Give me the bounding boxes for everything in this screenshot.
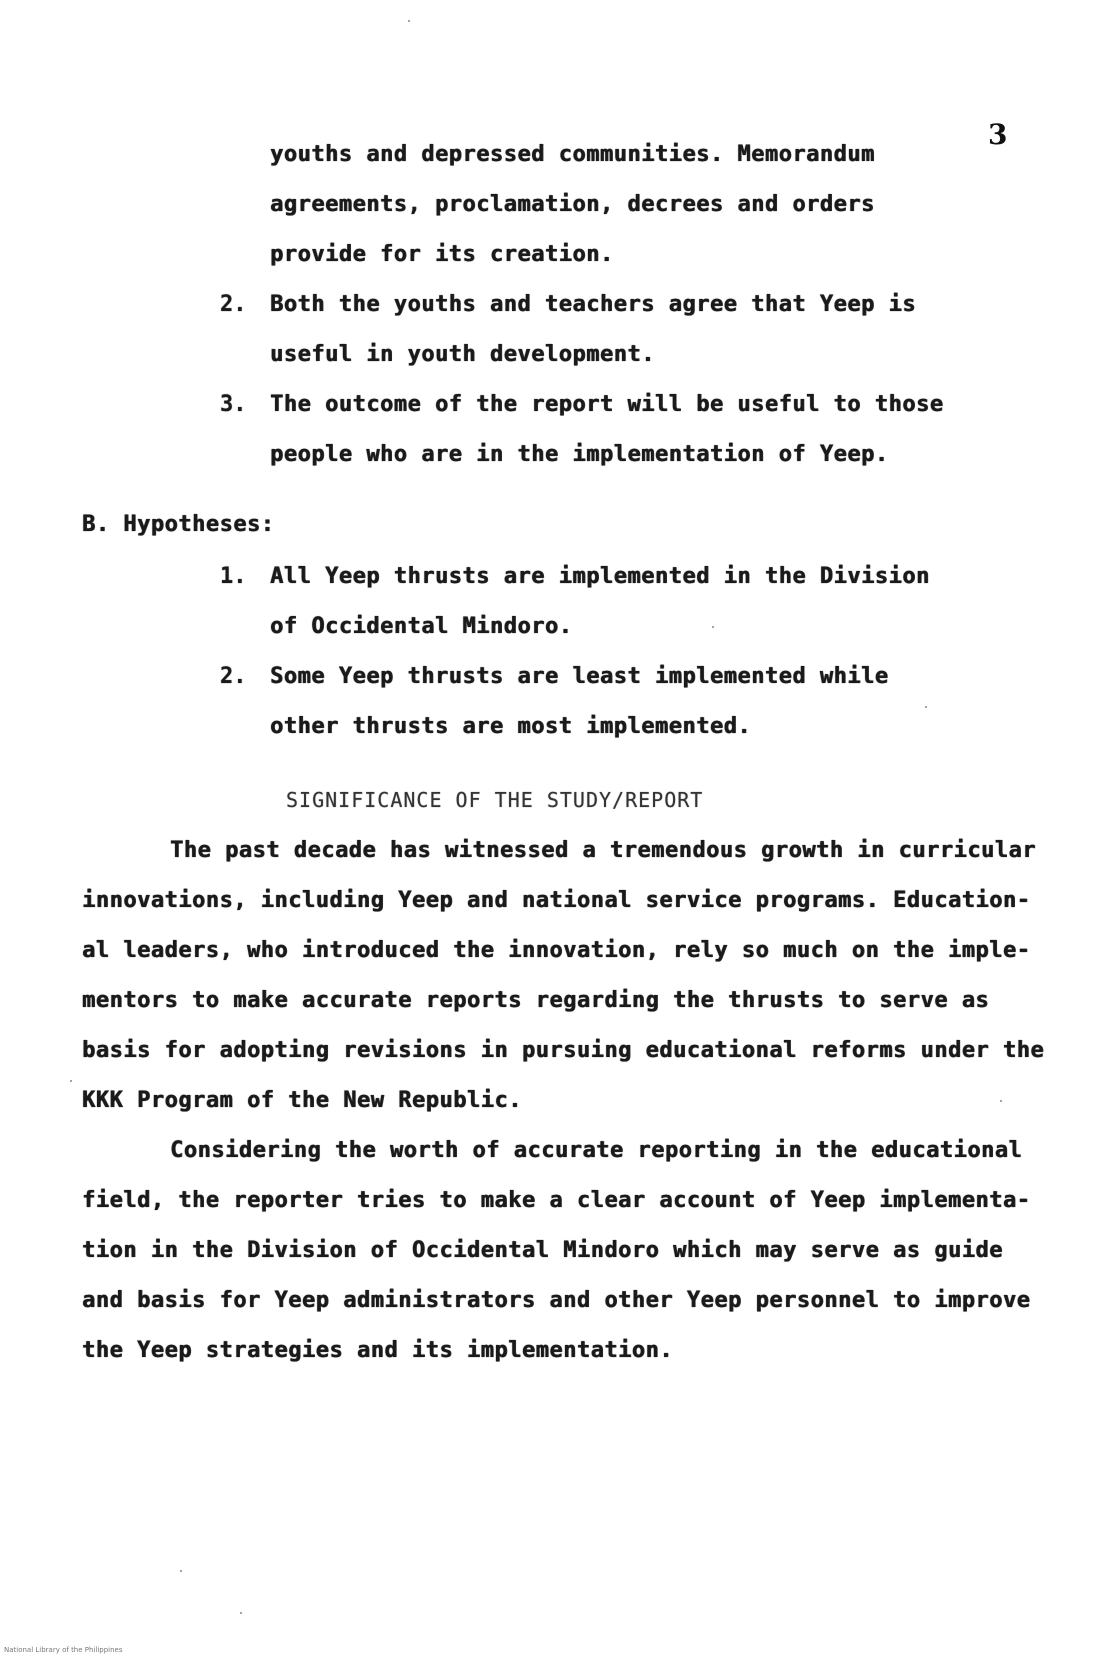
paragraph-line: KKK Program of the New Republic. [82, 1088, 522, 1113]
list-item-number: 3. [220, 392, 247, 417]
paragraph-line: al leaders, who introduced the innovation, rely so much on the imple- [82, 938, 1031, 963]
paragraph-line: Considering the worth of accurate reporting in the educational [170, 1138, 1023, 1163]
paragraph-line: field, the reporter tries to make a clear account of Yeep implementa- [82, 1188, 1031, 1213]
section-label: B. Hypotheses: [82, 512, 275, 537]
text-line: other thrusts are most implemented. [270, 714, 752, 739]
paragraph-line: and basis for Yeep administrators and other Yeep personnel to improve [82, 1288, 1031, 1313]
text-line: youths and depressed communities. Memorandum [270, 142, 875, 167]
paragraph-line: mentors to make accurate reports regarding the thrusts to serve as [82, 988, 990, 1013]
scan-speck [1000, 1100, 1002, 1102]
footer-text: National Library of the Philippines [4, 1646, 123, 1654]
scan-speck [408, 20, 410, 22]
text-line: Some Yeep thrusts are least implemented while [270, 664, 889, 689]
page-number: 3 [988, 118, 1008, 151]
list-item-number: 2. [220, 292, 247, 317]
paragraph-line: basis for adopting revisions in pursuing educational reforms under the [82, 1038, 1045, 1063]
paragraph-line: the Yeep strategies and its implementation. [82, 1338, 674, 1363]
text-line: useful in youth development. [270, 342, 655, 367]
text-line: agreements, proclamation, decrees and orders [270, 192, 875, 217]
list-item-number: 2. [220, 664, 247, 689]
text-line: of Occidental Mindoro. [270, 614, 573, 639]
scan-speck [712, 626, 714, 628]
text-line: The outcome of the report will be useful to those [270, 392, 944, 417]
text-line: Both the youths and teachers agree that Yeep is [270, 292, 917, 317]
paragraph-line: tion in the Division of Occidental Mindoro which may serve as guide [82, 1238, 1003, 1263]
scan-speck [180, 1570, 182, 1572]
list-item-number: 1. [220, 564, 247, 589]
text-line: provide for its creation. [270, 242, 614, 267]
text-line: All Yeep thrusts are implemented in the Division [270, 564, 930, 589]
scan-speck [240, 1612, 242, 1614]
paragraph-line: The past decade has witnessed a tremendous growth in curricular [170, 838, 1036, 863]
section-heading: SIGNIFICANCE OF THE STUDY/REPORT [286, 788, 704, 812]
text-line: people who are in the implementation of Yeep. [270, 442, 889, 467]
scan-speck [70, 1080, 72, 1082]
paragraph-line: innovations, including Yeep and national service programs. Education- [82, 888, 1031, 913]
scan-speck [925, 706, 927, 708]
